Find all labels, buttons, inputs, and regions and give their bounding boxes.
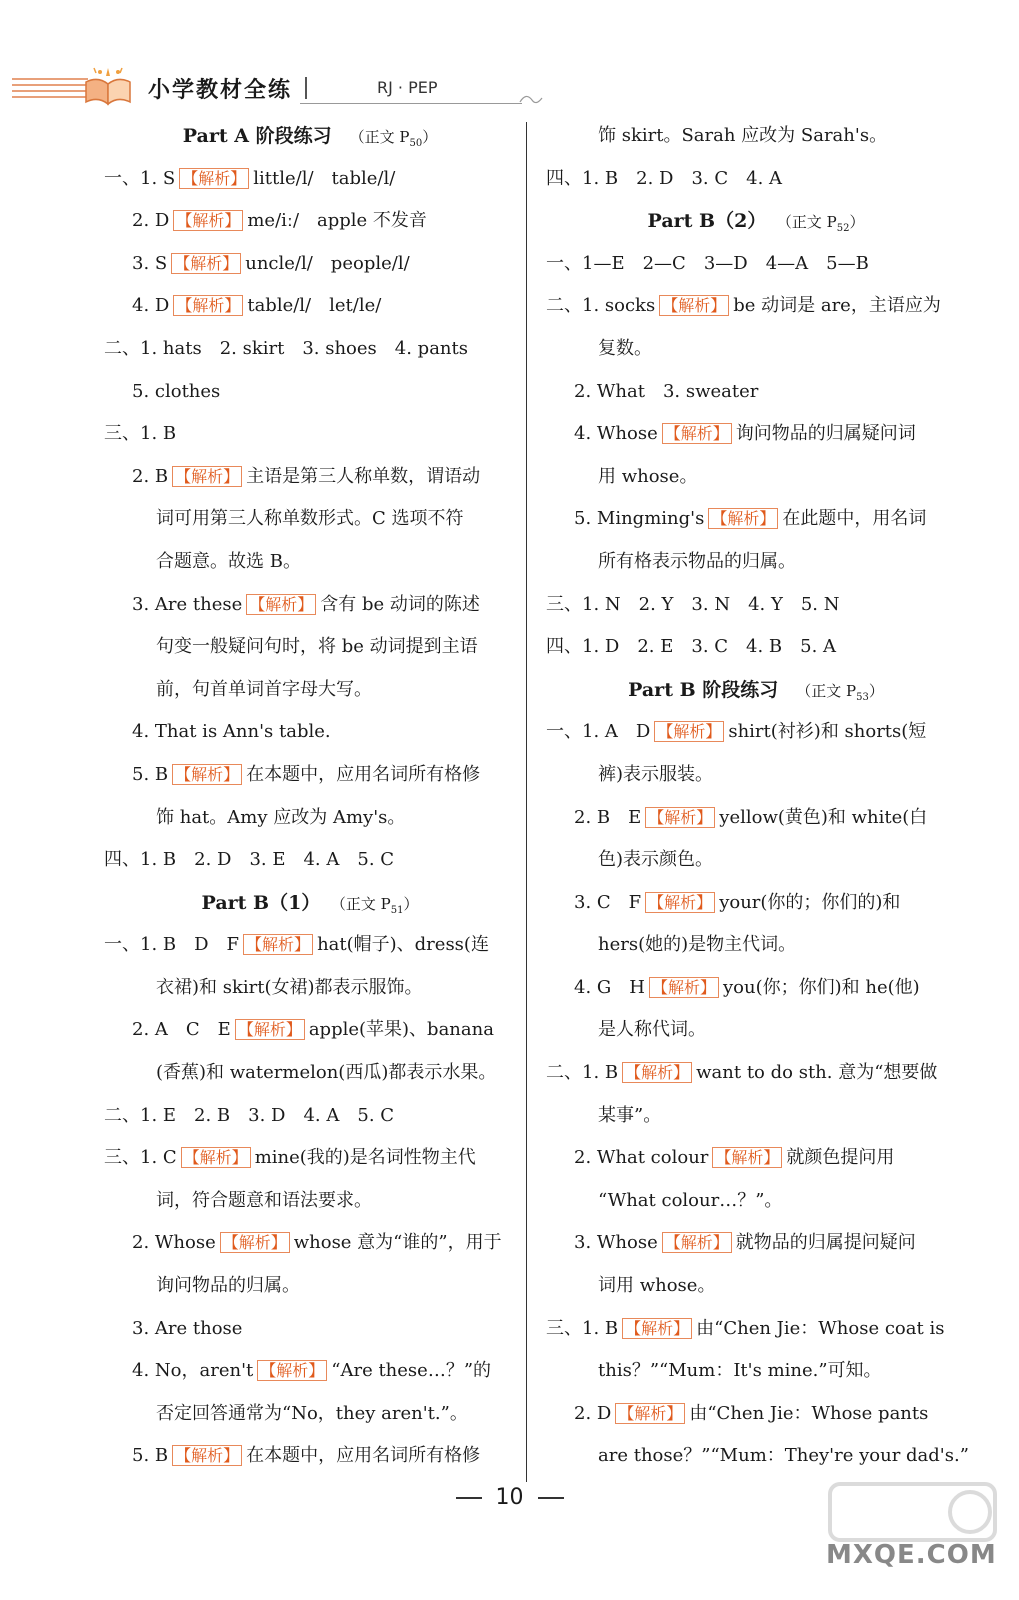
analysis-text: hat(帽子)、dress(连 <box>317 934 489 956</box>
answer-line <box>104 285 516 328</box>
answer-line <box>546 1222 966 1265</box>
right-column <box>546 115 969 1478</box>
answer-line <box>546 456 966 499</box>
analysis-text: 主语是第三人称单数，谓语动 <box>246 465 481 487</box>
answer-line <box>104 626 516 669</box>
analysis-text: 在本题中，应用名词所有格修 <box>246 763 481 785</box>
analysis-text: want to do sth. 意为“想要做 <box>696 1062 938 1084</box>
answer-text: 3. C F <box>574 891 642 913</box>
analysis-tag: 【解析】 <box>659 295 729 316</box>
page-reference-text: （正文 P <box>349 128 410 146</box>
answer-line <box>546 1009 966 1052</box>
analysis-text: table/l/ let/le/ <box>247 295 382 317</box>
answer-text: 词可用第三人称单数形式。C 选项不符 <box>156 508 464 530</box>
answer-text: 4. D <box>132 295 170 317</box>
edition-label: RJ · PEP <box>377 78 438 97</box>
answer-text: 复数。 <box>598 337 652 359</box>
answer-line <box>104 456 516 499</box>
answer-line <box>104 797 516 840</box>
footer-dash-left <box>456 1497 482 1499</box>
answer-line <box>546 1180 966 1223</box>
answer-text: 色)表示颜色。 <box>598 849 714 871</box>
analysis-tag: 【解析】 <box>622 1062 692 1083</box>
analysis-text: 就颜色提问用 <box>786 1147 895 1169</box>
answer-text: 词，符合题意和语法要求。 <box>156 1189 372 1211</box>
page-reference <box>349 128 438 149</box>
analysis-tag: 【解析】 <box>662 1232 732 1253</box>
analysis-text: 含有 be 动词的陈述 <box>320 593 480 615</box>
answer-line <box>104 1095 516 1138</box>
answer-line <box>546 328 966 371</box>
analysis-text: yellow(黄色)和 white(白 <box>719 806 928 828</box>
analysis-tag: 【解析】 <box>172 1445 242 1466</box>
answer-line <box>546 584 966 627</box>
page-reference-number: 53 <box>856 691 869 703</box>
analysis-tag: 【解析】 <box>649 977 719 998</box>
page-reference-text: （正文 P <box>338 894 391 913</box>
answer-line <box>546 243 966 286</box>
answer-text: 2. B E <box>574 806 642 828</box>
watermark-text: MXQE.COM <box>826 1540 997 1570</box>
analysis-tag: 【解析】 <box>181 1147 251 1168</box>
header-separator <box>305 77 307 99</box>
analysis-tag: 【解析】 <box>171 253 241 274</box>
analysis-tag: 【解析】 <box>246 594 316 615</box>
answer-text: 三、1. B <box>104 423 177 445</box>
section-heading <box>546 200 966 243</box>
answer-text: 三、1. N 2. Y 3. N 4. Y 5. N <box>546 593 840 615</box>
answer-text: 用 whose。 <box>598 465 698 487</box>
answer-text: 2. B <box>132 465 169 487</box>
answer-line <box>546 285 966 328</box>
answer-line <box>546 1265 966 1308</box>
answer-line <box>104 158 516 201</box>
answer-text: 2. D <box>132 210 170 232</box>
answer-text: 句变一般疑问句时，将 be 动词提到主语 <box>156 636 478 658</box>
answer-line <box>546 626 966 669</box>
answer-text: 词用 whose。 <box>598 1275 716 1297</box>
analysis-tag: 【解析】 <box>654 721 724 742</box>
analysis-text: little/l/ table/l/ <box>253 167 396 189</box>
answer-text: 是人称代词。 <box>598 1019 706 1041</box>
page-reference <box>796 681 884 703</box>
analysis-text: me/iː/ apple 不发音 <box>247 210 427 232</box>
answer-text: this？”“Mum：It's mine.”可知。 <box>598 1360 882 1382</box>
analysis-tag: 【解析】 <box>708 508 778 529</box>
page-reference <box>784 213 865 235</box>
section-heading <box>546 669 966 712</box>
answer-line <box>546 1435 969 1478</box>
answer-line <box>546 1308 966 1351</box>
answer-text: 一、1. A D <box>546 721 651 743</box>
answer-line <box>104 200 516 243</box>
answer-text: hers(她的)是物主代词。 <box>598 934 797 956</box>
answer-line <box>104 413 516 456</box>
answer-text: 2. Whose <box>132 1232 216 1254</box>
answer-text: 2. D <box>574 1402 612 1424</box>
answer-text: 5. Mingming's <box>574 508 705 530</box>
answer-line <box>546 754 966 797</box>
answer-line <box>104 967 516 1010</box>
analysis-tag: 【解析】 <box>615 1403 685 1424</box>
analysis-text: you(你；你们)和 he(他) <box>723 976 920 998</box>
answer-line <box>104 1180 516 1223</box>
analysis-tag: 【解析】 <box>243 934 313 955</box>
analysis-tag: 【解析】 <box>645 892 715 913</box>
analysis-tag: 【解析】 <box>257 1360 327 1381</box>
answer-text: 3. Are those <box>132 1317 243 1339</box>
section-heading <box>104 115 516 158</box>
answer-text: 2. What 3. sweater <box>574 380 759 402</box>
answer-text: 4. Whose <box>574 423 658 445</box>
page-reference-close: ） <box>403 894 419 913</box>
answer-text: 5. B <box>132 763 169 785</box>
answer-text: 4. That is Ann's table. <box>132 721 331 743</box>
answer-text: 3. S <box>132 252 168 274</box>
answer-text: 询问物品的归属。 <box>156 1275 300 1297</box>
answer-line <box>104 371 516 414</box>
answer-line <box>546 541 966 584</box>
column-divider <box>526 122 527 1482</box>
analysis-tag: 【解析】 <box>712 1147 782 1168</box>
section-heading-title: Part B（1） <box>201 891 321 914</box>
analysis-tag: 【解析】 <box>235 1019 305 1040</box>
analysis-text: whose 意为“谁的”，用于 <box>293 1232 502 1254</box>
answer-line <box>104 1265 516 1308</box>
page-reference-close: ） <box>849 213 865 232</box>
analysis-text: 在此题中，用名词 <box>782 508 927 530</box>
page-reference-number: 51 <box>390 904 404 916</box>
answer-line <box>546 882 966 925</box>
answer-line <box>546 115 966 158</box>
answer-line <box>104 1435 516 1478</box>
answer-line <box>546 413 966 456</box>
page-reference-number: 50 <box>409 138 423 149</box>
answer-text: 否定回答通常为“No，they aren't.”。 <box>156 1402 468 1424</box>
answer-line <box>104 328 516 371</box>
analysis-text: uncle/l/ people/l/ <box>245 252 410 274</box>
swirl-ornament-icon <box>518 90 544 108</box>
answer-line <box>104 541 516 584</box>
answer-text: 裤)表示服装。 <box>598 763 714 785</box>
answer-text: 二、1. socks <box>546 295 656 317</box>
analysis-tag: 【解析】 <box>622 1318 692 1339</box>
analysis-text: 询问物品的归属疑问词 <box>735 423 916 445</box>
analysis-tag: 【解析】 <box>220 1232 290 1253</box>
answer-line <box>104 1393 516 1436</box>
answer-line <box>104 1350 516 1393</box>
analysis-text: 由“Chen Jie：Whose pants <box>689 1402 929 1424</box>
answer-line <box>104 924 516 967</box>
answer-line <box>546 158 966 201</box>
answer-text: 3. Whose <box>574 1232 658 1254</box>
answer-text: (香蕉)和 watermelon(西瓜)都表示水果。 <box>156 1062 497 1084</box>
left-column <box>104 115 516 1478</box>
answer-line <box>546 371 966 414</box>
book-series-title: 小学教材全练 <box>148 78 293 103</box>
analysis-tag: 【解析】 <box>645 807 715 828</box>
answer-line <box>104 1222 516 1265</box>
answer-text: 四、1. B 2. D 3. E 4. A 5. C <box>104 849 395 871</box>
section-heading-title: Part B 阶段练习 <box>628 678 779 701</box>
analysis-tag: 【解析】 <box>172 764 242 785</box>
answer-line <box>104 1052 516 1095</box>
page-reference <box>338 894 419 916</box>
answer-text: 二、1. hats 2. skirt 3. shoes 4. pants <box>104 337 468 359</box>
answer-line <box>104 243 516 286</box>
header-decor-lines <box>12 78 88 102</box>
watermark-logo-icon <box>820 1478 1005 1588</box>
answer-line <box>104 1308 516 1351</box>
answer-line <box>104 839 516 882</box>
analysis-tag: 【解析】 <box>179 168 249 189</box>
answer-line <box>546 967 966 1010</box>
footer-dash-right <box>538 1497 564 1499</box>
answer-line <box>104 1009 516 1052</box>
answer-line <box>546 1095 966 1138</box>
answer-line <box>546 1350 966 1393</box>
answer-text: “What colour…？”。 <box>598 1189 783 1211</box>
answer-line <box>104 711 516 754</box>
analysis-text: 由“Chen Jie：Whose coat is <box>696 1317 945 1339</box>
section-heading-title: Part B（2） <box>647 210 767 233</box>
answer-text: 一、1. B D F <box>104 934 240 956</box>
answer-text: 一、1. S <box>104 167 176 189</box>
answer-text: 2. A C E <box>132 1019 231 1041</box>
analysis-text: shirt(衬衫)和 shorts(短 <box>728 721 927 743</box>
section-heading <box>104 882 516 925</box>
page-reference-close: ） <box>868 681 884 700</box>
answer-text: 2. What colour <box>574 1147 709 1169</box>
page-number: 10 <box>495 1485 524 1510</box>
analysis-tag: 【解析】 <box>173 295 243 316</box>
analysis-text: apple(苹果)、banana <box>308 1019 494 1041</box>
answer-text: 5. clothes <box>132 380 221 402</box>
analysis-tag: 【解析】 <box>172 466 242 487</box>
answer-text: 4. No，aren't <box>132 1360 254 1382</box>
answer-line <box>104 754 516 797</box>
section-heading-title: Part A 阶段练习 <box>182 125 332 147</box>
answer-line <box>546 839 966 882</box>
answer-text: 所有格表示物品的归属。 <box>598 550 796 572</box>
page-reference-close: ） <box>422 128 438 146</box>
answer-line <box>104 1137 516 1180</box>
answer-text: 3. Are these <box>132 593 243 615</box>
answer-text: are those？”“Mum：They're your dad's.” <box>598 1445 969 1467</box>
answer-line <box>546 1137 966 1180</box>
answer-text: 三、1. C <box>104 1147 177 1169</box>
answer-line <box>546 924 966 967</box>
answer-line <box>104 498 516 541</box>
analysis-text: 在本题中，应用名词所有格修 <box>246 1445 481 1467</box>
answer-text: 三、1. B <box>546 1317 619 1339</box>
answer-text: 5. B <box>132 1445 169 1467</box>
answer-line <box>546 711 966 754</box>
analysis-tag: 【解析】 <box>662 423 732 444</box>
answer-text: 饰 hat。Amy 应改为 Amy's。 <box>156 806 406 828</box>
answer-line <box>104 669 516 712</box>
page-reference-text: （正文 P <box>796 681 857 700</box>
open-book-icon <box>82 64 134 108</box>
answer-line <box>546 1393 966 1436</box>
answer-text: 衣裙)和 skirt(女裙)都表示服饰。 <box>156 976 423 998</box>
answer-line <box>546 797 966 840</box>
answer-text: 四、1. B 2. D 3. C 4. A <box>546 167 783 189</box>
answer-text: 前，句首单词首字母大写。 <box>156 678 372 700</box>
analysis-tag: 【解析】 <box>173 210 243 231</box>
answer-text: 合题意。故选 B。 <box>156 550 301 572</box>
analysis-text: be 动词是 are，主语应为 <box>733 295 941 317</box>
analysis-text: your(你的；你们的)和 <box>719 891 901 913</box>
answer-line <box>546 498 966 541</box>
page-reference-text: （正文 P <box>784 213 837 232</box>
answer-text: 某事”。 <box>598 1104 662 1126</box>
answer-text: 4. G H <box>574 976 645 998</box>
answer-text: 二、1. E 2. B 3. D 4. A 5. C <box>104 1104 395 1126</box>
answer-text: 二、1. B <box>546 1062 619 1084</box>
analysis-text: 就物品的归属提问疑问 <box>735 1232 916 1254</box>
answer-text: 一、1—E 2—C 3—D 4—A 5—B <box>546 252 869 274</box>
answer-line <box>546 1052 966 1095</box>
answer-text: 四、1. D 2. E 3. C 4. B 5. A <box>546 636 837 658</box>
analysis-text: “Are these…？”的 <box>331 1360 492 1382</box>
page-reference-number: 52 <box>836 223 850 235</box>
answer-text: 饰 skirt。Sarah 应改为 Sarah's。 <box>598 125 888 146</box>
analysis-text: mine(我的)是名词性物主代 <box>254 1147 476 1169</box>
header-underline <box>300 103 522 104</box>
answer-line <box>104 584 516 627</box>
